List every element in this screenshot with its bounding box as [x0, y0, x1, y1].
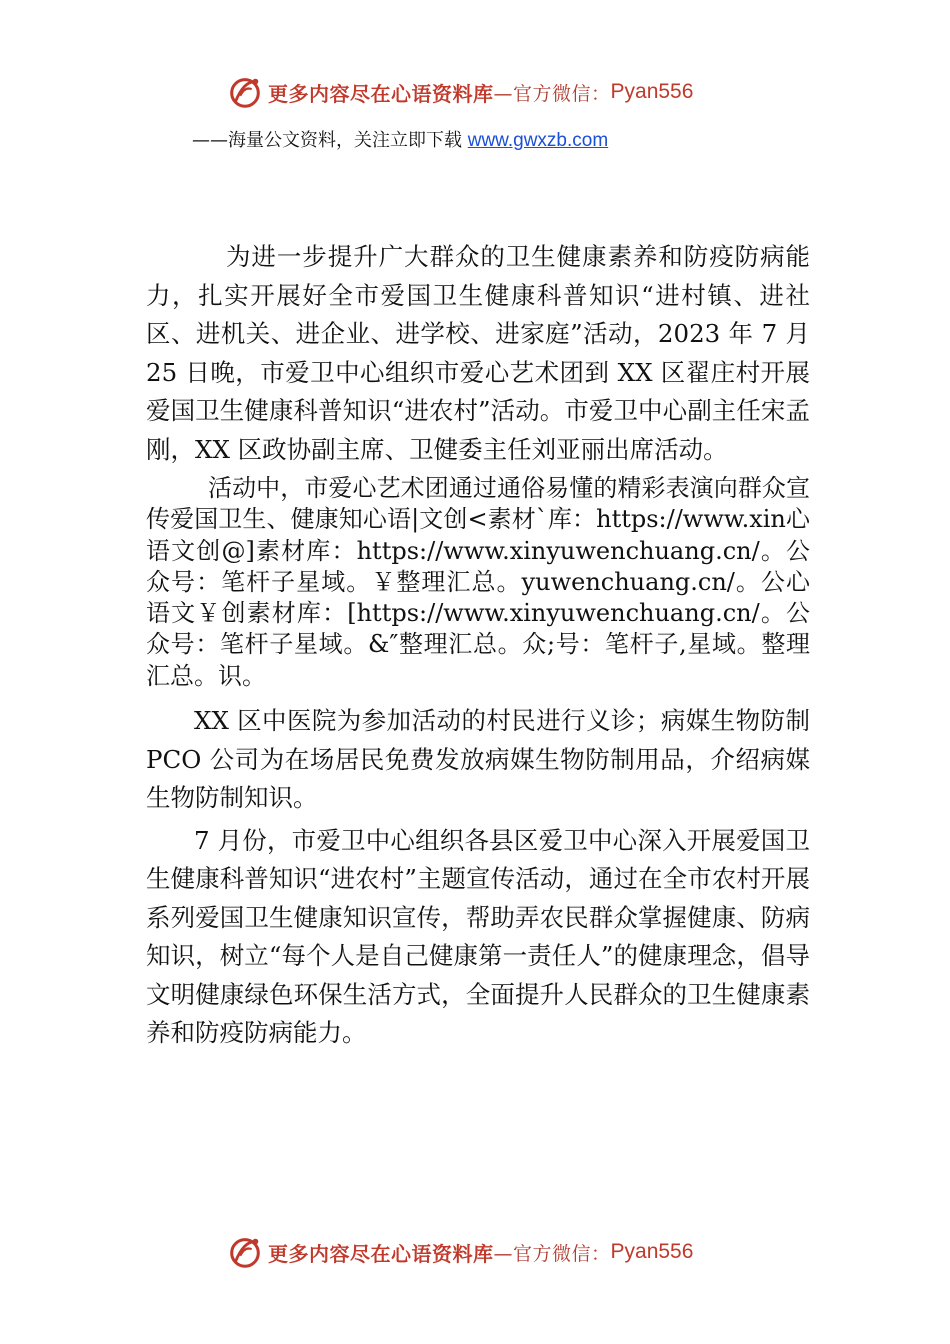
- brand-logo-icon: [226, 73, 264, 111]
- banner-title: 更多内容尽在心语资料库: [268, 81, 494, 106]
- download-notice-text: ——海量公文资料，关注立即下载: [192, 130, 468, 151]
- banner-wechat-label: —官方微信：: [493, 82, 611, 105]
- brand-logo-icon: [226, 1233, 264, 1271]
- paragraph: 活动中，市爱心艺术团通过通俗易懂的精彩表演向群众宣传爱国卫生、健康知心语|文创<素材`库：https://www.xin心语文创@]素材库：https://www.xinyuwenchuang.cn/。公众号：笔杆子星域。￥整理汇总。yuwenchuang.cn/。公心语文￥创素材库：[https://www.xinyuwenchuang.cn/。公众号：笔杆子星域。&″整理汇总。众;号：笔杆子,星域。整理汇总。识。: [146, 474, 810, 690]
- header-banner: [226, 72, 693, 112]
- paragraph: XX 区中医院为参加活动的村民进行义诊；病媒生物防制 PCO 公司为在场居民免费发放病媒生物防制用品，介绍病媒生物防制知识。: [146, 706, 810, 813]
- download-link[interactable]: www.gwxzb.com: [467, 130, 609, 151]
- banner-title: 更多内容尽在心语资料库: [268, 1241, 494, 1266]
- footer-banner: [226, 1232, 693, 1272]
- paragraph: 为进一步提升广大群众的卫生健康素养和防疫防病能力，扎实开展好全市爱国卫生健康科普知识“进村镇、进社区、进机关、进企业、进学校、进家庭”活动，2023 年 7 月 25 日晚，市爱卫中心组织市爱心艺术团到 XX 区翟庄村开展爱国卫生健康科普知识“进农村”活动。市爱卫中心副主任宋孟刚，XX 区政协副主席、卫健委主任刘亚丽出席活动。: [146, 242, 810, 464]
- download-notice: [192, 126, 608, 152]
- paragraph: 7 月份，市爱卫中心组织各县区爱卫中心深入开展爱国卫生健康科普知识“进农村”主题宣传活动，通过在全市农村开展系列爱国卫生健康知识宣传，帮助弄农民群众掌握健康、防病知识，树立“每个人是自己健康第一责任人”的健康理念，倡导文明健康绿色环保生活方式，全面提升人民群众的卫生健康素养和防疫防病能力。: [146, 825, 810, 1048]
- banner-wechat-label: —官方微信：: [493, 1242, 611, 1265]
- article-body: [146, 238, 810, 1053]
- banner-wechat-id: Pyan556: [610, 1240, 694, 1263]
- banner-wechat-id: Pyan556: [610, 80, 694, 103]
